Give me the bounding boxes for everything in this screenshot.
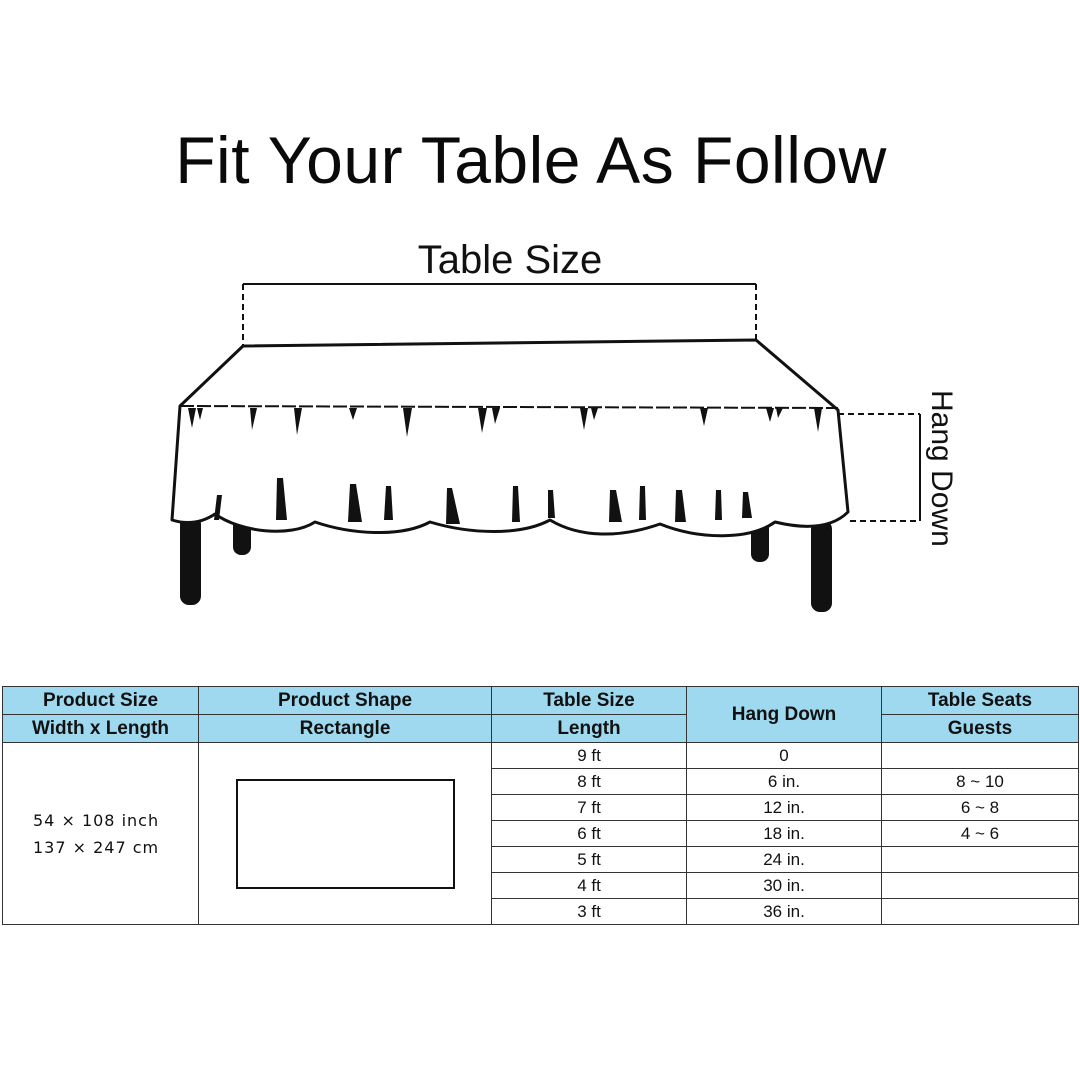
hang-cell: 12 in. bbox=[687, 795, 882, 821]
hang-cell: 36 in. bbox=[687, 899, 882, 925]
hang-down-bracket bbox=[838, 414, 920, 521]
length-cell: 7 ft bbox=[492, 795, 687, 821]
header-table-size: Table Size bbox=[492, 687, 687, 715]
seats-cell bbox=[882, 743, 1079, 769]
table-size-label: Table Size bbox=[417, 238, 603, 282]
seats-cell bbox=[882, 873, 1079, 899]
seats-cell: 8 ~ 10 bbox=[882, 769, 1079, 795]
header-row-top bbox=[3, 687, 1079, 715]
header-guests: Guests bbox=[882, 715, 1079, 743]
page-title: Fit Your Table As Follow bbox=[175, 123, 887, 197]
hang-cell: 0 bbox=[687, 743, 882, 769]
rectangle-shape-icon bbox=[236, 779, 455, 889]
length-cell: 4 ft bbox=[492, 873, 687, 899]
tablecloth bbox=[172, 340, 848, 536]
seats-cell bbox=[882, 847, 1079, 873]
product-size-cm: 137 × 247 cm bbox=[33, 837, 160, 857]
hang-cell: 18 in. bbox=[687, 821, 882, 847]
length-cell: 3 ft bbox=[492, 899, 687, 925]
header-table-seats: Table Seats bbox=[882, 687, 1079, 715]
header-length: Length bbox=[492, 715, 687, 743]
length-cell: 9 ft bbox=[492, 743, 687, 769]
table-size-bracket bbox=[243, 284, 756, 346]
header-width-length: Width x Length bbox=[3, 715, 199, 743]
length-cell: 6 ft bbox=[492, 821, 687, 847]
table-row bbox=[3, 743, 1079, 769]
header-rectangle: Rectangle bbox=[199, 715, 492, 743]
header-hang-down: Hang Down bbox=[687, 687, 882, 743]
header-product-shape: Product Shape bbox=[199, 687, 492, 715]
hang-cell: 24 in. bbox=[687, 847, 882, 873]
product-size-inch: 54 × 108 inch bbox=[33, 810, 160, 830]
product-shape-cell bbox=[199, 743, 492, 925]
length-cell: 8 ft bbox=[492, 769, 687, 795]
seats-cell bbox=[882, 899, 1079, 925]
length-cell: 5 ft bbox=[492, 847, 687, 873]
size-table bbox=[2, 686, 1079, 925]
hang-cell: 30 in. bbox=[687, 873, 882, 899]
hang-down-label: Hang Down bbox=[925, 390, 958, 547]
hang-cell: 6 in. bbox=[687, 769, 882, 795]
seats-cell: 4 ~ 6 bbox=[882, 821, 1079, 847]
product-size-cell bbox=[3, 743, 199, 925]
header-product-size: Product Size bbox=[3, 687, 199, 715]
seats-cell: 6 ~ 8 bbox=[882, 795, 1079, 821]
header-row-bottom bbox=[3, 715, 1079, 743]
